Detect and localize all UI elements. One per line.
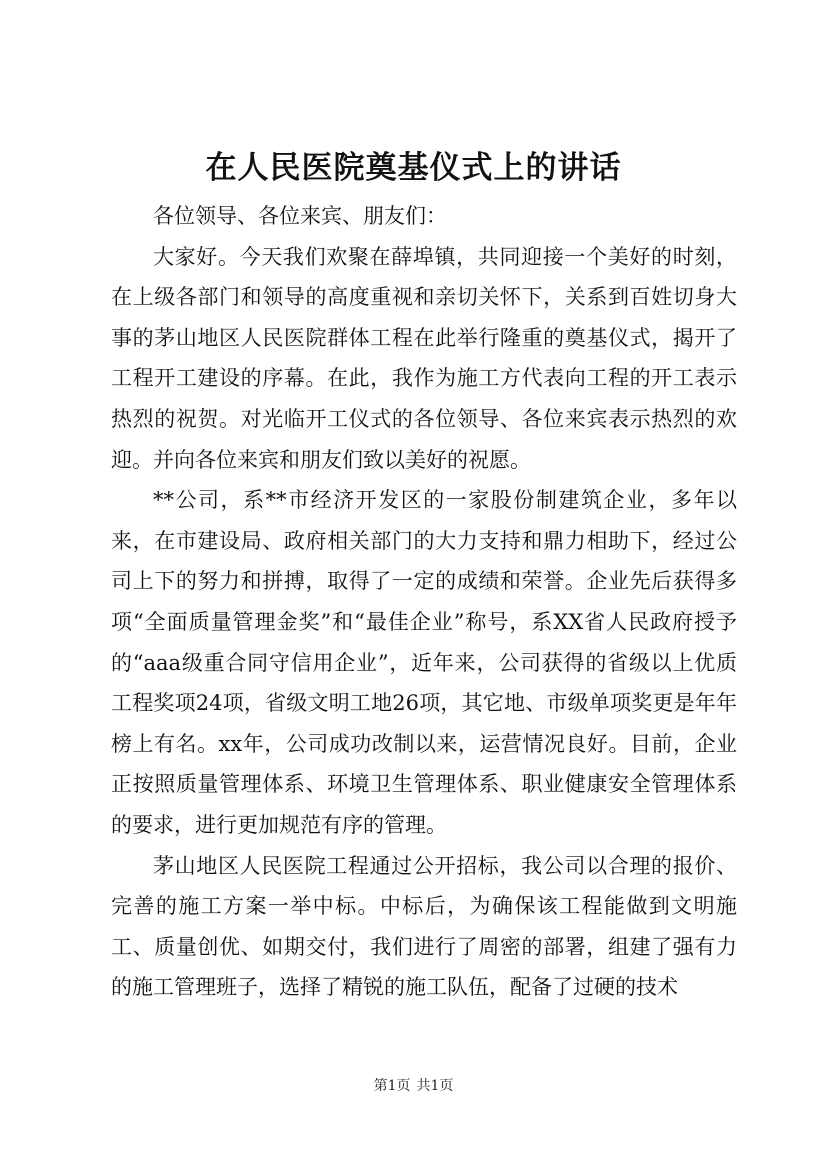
paragraph-company: **公司，系**市经济开发区的一家股份制建筑企业，多年以来，在市建设局、政府相关部门的大力支持和鼎力相助下，经过公司上下的努力和拼搏，取得了一定的成绩和荣誉。企业先后获得多项“全面质量管理金奖”和“最佳企业”称号，系XX省人民政府授予的“aaa级重合同守信用企业”，近年来，公司获得的省级以上优质工程奖项24项，省级文明工地26项，其它地、市级单项奖更是年年榜上有名。xx年，公司成功改制以来，运营情况良好。目前，企业正按照质量管理体系、环境卫生管理体系、职业健康安全管理体系的要求，进行更加规范有序的管理。 <box>111 488 737 837</box>
paragraph-welcome: 大家好。今天我们欢聚在薛埠镇，共同迎接一个美好的时刻，在上级各部门和领导的高度重视和亲切关怀下，关系到百姓切身大事的茅山地区人民医院群体工程在此举行隆重的奠基仪式，揭开了工程开工建设的序幕。在此，我作为施工方代表向工程的开工表示热烈的祝贺。对光临开工仪式的各位领导、各位来宾表示热烈的欢迎。并向各位来宾和朋友们致以美好的祝愿。 <box>111 244 737 472</box>
page-total: 共1页 <box>416 1078 454 1094</box>
document-title: 在人民医院奠基仪式上的讲话 <box>205 150 622 186</box>
page-number: 第1页 <box>373 1078 411 1094</box>
salutation: 各位领导、各位来宾、朋友们： <box>153 204 447 228</box>
paragraph-project: 茅山地区人民医院工程通过公开招标，我公司以合理的报价、完善的施工方案一举中标。中标后，为确保该工程能做到文明施工、质量创优、如期交付，我们进行了周密的部署，组建了强有力的施工管理班子，选择了精锐的施工队伍，配备了过硬的技术 <box>111 853 737 1000</box>
document-body <box>111 196 737 1008</box>
page-footer <box>0 1076 827 1096</box>
